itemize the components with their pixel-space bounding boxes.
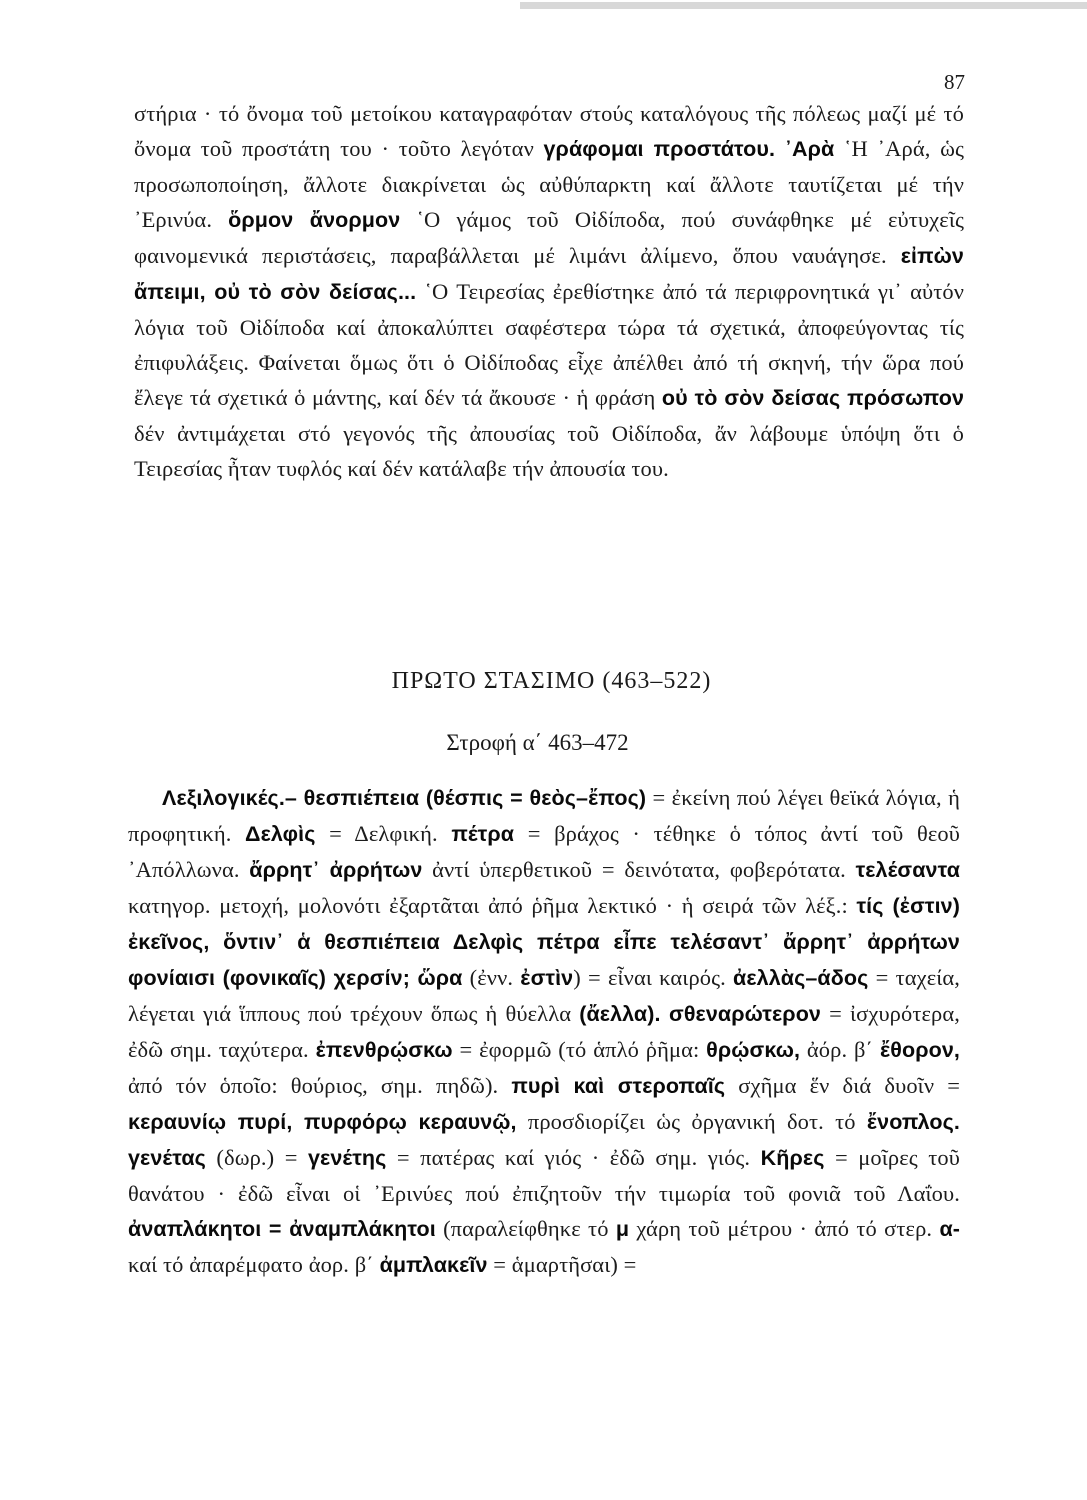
text-run: = ἰσχυρότερα, ἐδῶ σημ. ταχύτερα.: [128, 1001, 960, 1062]
text-run: ἀντί ὑπερθετικοῦ = δεινότατα, φοβερότατα.: [422, 857, 856, 882]
text-run: στήρια · τό ὄνομα τοῦ μετοίκου καταγραφόταν στούς καταλόγους τῆς πόλεως μαζί μέ τό ὄνομα τοῦ προστάτη του · τοῦτο λεγόταν: [134, 101, 964, 161]
page-number: 87: [944, 70, 965, 94]
text-run: ῾Η ᾿Αρά, ὡς προσωποποίηση, ἄλλοτε διακρίνεται ὡς αὐθύπαρκτη καί ἄλλοτε ταυτίζεται μέ τήν ᾿Ερινύα.: [134, 136, 964, 232]
text-run: προσδιορίζει ὡς ὀργανική δοτ. τό: [516, 1109, 867, 1134]
bold-lemma: ἀελλὰς–άδος: [733, 966, 869, 990]
bold-lemma: ἄρρητ᾿ ἀρρήτων: [249, 858, 423, 882]
strophe-heading-text: Στροφή α΄ 463–472: [446, 730, 629, 755]
text-run: ) = εἶναι καιρός.: [573, 965, 734, 990]
bold-lemma: πέτρα: [451, 822, 515, 846]
text-run: = μοῖρες τοῦ θανάτου · ἐδῶ εἶναι οἱ ᾿Ερινύες πού ἐπιζητοῦν τήν τιμωρία τοῦ φονιᾶ τοῦ Λαΐου.: [128, 1145, 961, 1206]
text-run: ἀπό τόν ὁποῖο: θούριος, σημ. πηδῶ).: [128, 1073, 512, 1098]
strophe-heading: [0, 730, 1087, 756]
bold-lemma: ὅρμον ἄνορμον: [228, 208, 401, 232]
bold-lemma: Δελφὶς: [245, 822, 316, 846]
bold-lemma: ἔθορον,: [879, 1038, 961, 1062]
text-run: = ἐκείνη πού λέγει θεϊκά λόγια, ἡ προφητική.: [128, 785, 961, 846]
bold-lemma: (ἄελλα). σθεναρώτερον: [579, 1002, 821, 1026]
bold-lemma: εἰπὼν ἄπειμι, οὐ τὸ σὸν δείσας...: [134, 244, 964, 304]
bold-lemma: α-: [939, 1217, 961, 1241]
bold-lemma: ἐστὶν: [520, 966, 574, 990]
bold-lemma: οὐ τὸ σὸν δείσας πρόσωπον: [661, 386, 964, 410]
bold-lemma: μ: [615, 1217, 630, 1241]
text-run: κατηγορ. μετοχή, μολονότι ἐξαρτᾶται ἀπό ῥῆμα λεκτικό · ἡ σειρά τῶν λέξ.:: [128, 893, 857, 918]
text-run: = πατέρας καί γιός · ἐδῶ σημ. γιός.: [386, 1145, 761, 1170]
bold-lemma: τίς (ἐστιν) ἐκεῖνος, ὅντιν᾿ ἁ θεσπιέπεια Δελφὶς πέτρα εἶπε τελέσαντ᾿ ἄρρητ᾿ ἀρρήτων φονίαισι (φονικαῖς) χερσίν; ὥρα: [128, 894, 960, 990]
section-heading: [0, 668, 1087, 695]
commentary-paragraph-1: [134, 96, 964, 486]
text-run: = ἁμαρτῆσαι) =: [487, 1252, 637, 1277]
commentary-paragraph-2: [128, 780, 960, 1283]
text-run: = βράχος · τέθηκε ὁ τόπος ἀντί τοῦ θεοῦ ᾿Απόλλωνα.: [128, 821, 960, 882]
text-run: (παραλείφθηκε τό: [435, 1216, 616, 1241]
bold-lemma: πυρὶ καὶ στεροπαῖς: [511, 1074, 726, 1098]
text-run: ἀόρ. β΄: [800, 1037, 880, 1062]
text-run: καί τό ἀπαρέμφατο ἀορ. β΄: [128, 1252, 380, 1277]
bold-lemma: ᾿Αρὰ: [784, 137, 835, 161]
bold-lemma: τελέσαντα: [855, 858, 961, 882]
text-run: δέν ἀντιμάχεται στό γεγονός τῆς ἀπουσίας τοῦ Οἰδίποδα, ἄν λάβουμε ὑπόψη ὅτι ὁ Τειρεσίας ἦταν τυφλός καί δέν κατάλαβε τήν ἀπουσία του.: [134, 421, 964, 481]
bold-lemma: γράφομαι προστάτου.: [543, 137, 776, 161]
bold-lemma: Λεξιλογικές.– θεσπιέπεια (θέσπις = θεὸς–ἔπος): [162, 786, 647, 810]
bold-lemma: ἀμπλακεῖν: [379, 1253, 488, 1277]
text-run: (δωρ.) =: [205, 1145, 308, 1170]
section-heading-text: ΠΡΩΤΟ ΣΤΑΣΙΜΟ (463–522): [391, 668, 712, 694]
text-run: (ἐνν.: [462, 965, 521, 990]
text-run: σχῆμα ἕν διά δυοῖν =: [725, 1073, 960, 1098]
text-run: [775, 136, 785, 161]
text-run: ῾Ο Τειρεσίας ἐρεθίστηκε ἀπό τά περιφρονητικά γι᾿ αὐτόν λόγια τοῦ Οἰδίποδα καί ἀποκαλύπτει σαφέστερα τώρα τά σχετικά, ἀποφεύγοντας τίς ἐπιφυλάξεις. Φαίνεται ὅμως ὅτι ὁ Οἰδίποδας εἶχε ἀπέλθει ἀπό τή σκηνή, τήν ὥρα πού ἔλεγε τά σχετικά ὁ μάντης, καί δέν τά ἄκουσε · ἡ φράση: [134, 279, 964, 410]
bold-lemma: ἀναπλάκητοι = ἀναμπλάκητοι: [128, 1217, 436, 1241]
bold-lemma: ἐπενθρῴσκω: [315, 1038, 453, 1062]
text-run: ῾Ο γάμος τοῦ Οἰδίποδα, πού συνάφθηκε μέ εὐτυχεῖς φαινομενικά περιστάσεις, παραβάλλεται μέ λιμάνι ἀλίμενο, ὅπου ναυάγησε.: [134, 207, 964, 268]
text-run: = ταχεία, λέγεται γιά ἵππους πού τρέχουν ὅπως ἡ θύελλα: [128, 965, 961, 1026]
scan-edge-rule: [520, 2, 1087, 9]
bold-lemma: κεραυνίῳ πυρί, πυρφόρῳ κεραυνῷ,: [128, 1110, 517, 1134]
bold-lemma: Κῆρες: [760, 1146, 825, 1170]
bold-lemma: θρῴσκω,: [706, 1038, 801, 1062]
bold-lemma: ἔνοπλος. γενέτας: [128, 1110, 960, 1170]
text-run: = ἐφορμῶ (τό ἁπλό ῥῆμα:: [452, 1037, 707, 1062]
text-run: χάρη τοῦ μέτρου · ἀπό τό στερ.: [629, 1216, 940, 1241]
bold-lemma: γενέτης: [308, 1146, 387, 1170]
text-run: = Δελφική.: [315, 821, 452, 846]
